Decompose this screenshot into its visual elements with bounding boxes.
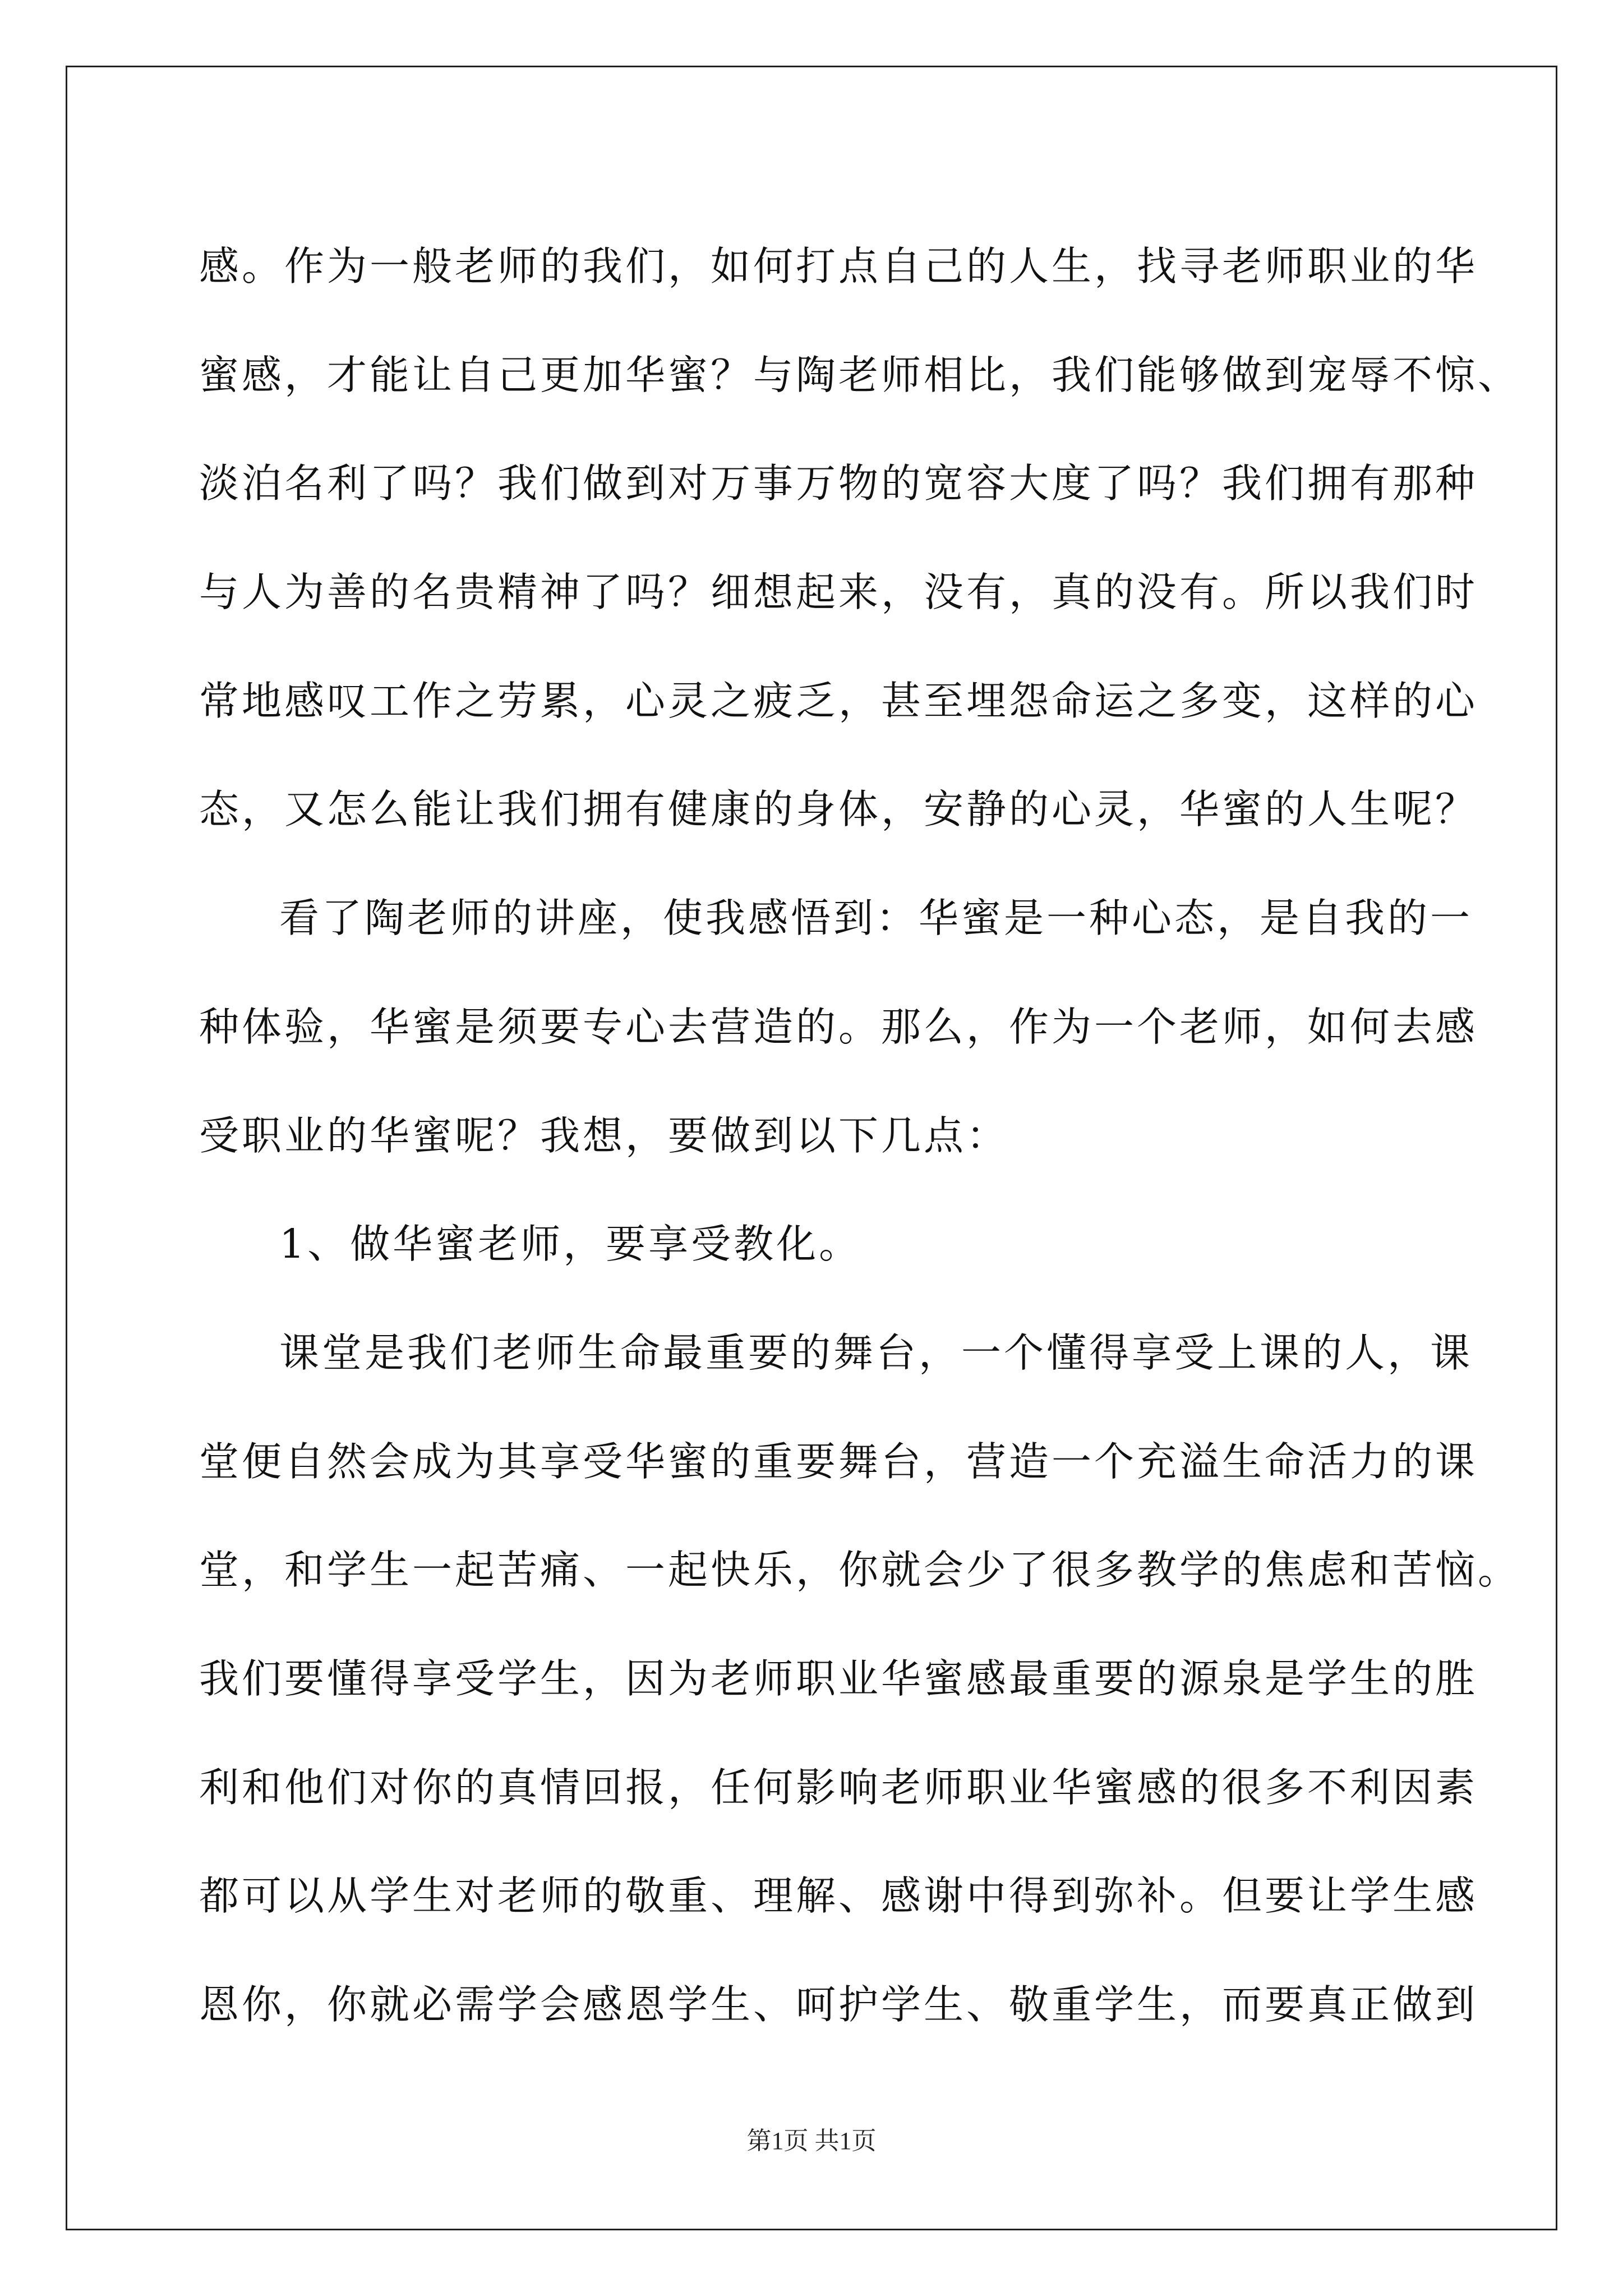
- text-line: 与人为善的名贵精神了吗？细想起来，没有，真的没有。所以我们时: [199, 569, 1478, 616]
- text-line: 看了陶老师的讲座，使我感悟到：华蜜是一种心态，是自我的一: [279, 895, 1473, 942]
- text-line: 蜜感，才能让自己更加华蜜？与陶老师相比，我们能够做到宠辱不惊、: [199, 351, 1521, 398]
- document-body: [199, 212, 1521, 2059]
- text-line: 种体验，华蜜是须要专心去营造的。那么，作为一个老师，如何去感: [199, 1003, 1478, 1050]
- text-line: 感。作为一般老师的我们，如何打点自己的人生，找寻老师职业的华: [199, 243, 1478, 289]
- text-line: 常地感叹工作之劳累，心灵之疲乏，甚至埋怨命运之多变，这样的心: [199, 677, 1478, 724]
- text-line: 1、做华蜜老师，要享受教化。: [279, 1221, 862, 1268]
- text-line: 受职业的华蜜呢？我想，要做到以下几点：: [199, 1112, 1009, 1159]
- text-line: 都可以从学生对老师的敬重、理解、感谢中得到弥补。但要让学生感: [199, 1872, 1478, 1920]
- text-line: 利和他们对你的真情回报，任何影响老师职业华蜜感的很多不利因素: [199, 1764, 1478, 1811]
- text-line: 我们要懂得享受学生，因为老师职业华蜜感最重要的源泉是学生的胜: [199, 1655, 1478, 1702]
- text-line: 态，又怎么能让我们拥有健康的身体，安静的心灵，华蜜的人生呢？: [199, 786, 1478, 833]
- text-line: 淡泊名利了吗？我们做到对万事万物的宽容大度了吗？我们拥有那种: [199, 460, 1478, 507]
- text-line: 堂便自然会成为其享受华蜜的重要舞台，营造一个充溢生命活力的课: [199, 1438, 1478, 1485]
- text-line: 恩你，你就必需学会感恩学生、呵护学生、敬重学生，而要真正做到: [199, 1981, 1478, 2028]
- text-line: 课堂是我们老师生命最重要的舞台，一个懂得享受上课的人，课: [279, 1329, 1473, 1376]
- text-line: 堂，和学生一起苦痛、一起快乐，你就会少了很多教学的焦虑和苦恼。: [199, 1547, 1521, 1594]
- page-footer: 第1页 共1页: [746, 2127, 877, 2155]
